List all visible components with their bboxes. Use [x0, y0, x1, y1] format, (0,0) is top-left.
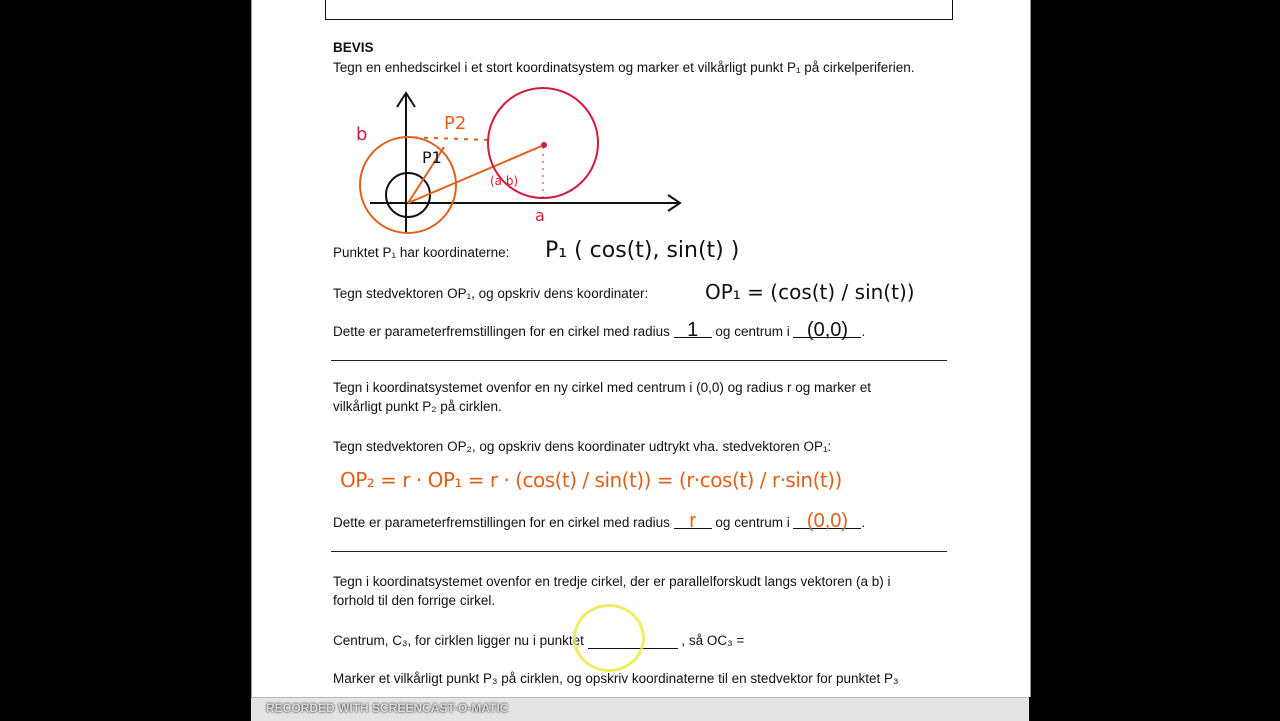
s3-center-text: Centrum, C₃, for cirklen ligger nu i punktet: [333, 633, 584, 648]
s1-param-line: Dette er parameterfremstillingen for en cirkel med radius 1 og centrum i (0,0) .: [333, 319, 866, 341]
divider: [331, 551, 947, 552]
intro-text: Tegn en enhedscirkel i et stort koordinatsystem og marker et vilkårligt punkt P₁ på cirkelperiferien.: [333, 60, 915, 75]
s2-center-blank: (0,0): [793, 514, 861, 529]
s1-coords-handwriting: P₁ ( cos(t), sin(t) ): [545, 238, 740, 263]
cursor-highlight: [573, 604, 645, 672]
divider: [331, 360, 947, 361]
s1-vector-text: Tegn stedvektoren OP₁, og opskriv dens koordinater:: [333, 286, 649, 301]
s1-radius-blank: 1: [674, 323, 712, 338]
s3-oc3-text: , så OC₃ =: [681, 633, 745, 648]
s2-vector-text: Tegn stedvektoren OP₂, og opskriv dens koordinater udtrykt vha. stedvektoren OP₁:: [333, 439, 832, 454]
s2-line2: vilkårligt punkt P₂ på cirklen.: [333, 399, 502, 414]
s1-center-blank: (0,0): [793, 323, 861, 338]
axes: [370, 93, 680, 233]
s2-radius-blank: r: [674, 514, 712, 529]
heading: BEVIS: [333, 40, 374, 55]
s3-line1: Tegn i koordinatsystemet ovenfor en tredje cirkel, der er parallelforskudt langs vektoren (a b) i: [333, 574, 891, 589]
label-ab: (a b): [490, 174, 519, 188]
s2-param-text: Dette er parameterfremstillingen for en cirkel med radius: [333, 515, 670, 530]
s2-param-line: Dette er parameterfremstillingen for en cirkel med radius r og centrum i (0,0) .: [333, 510, 866, 532]
s2-center-text: og centrum i: [715, 515, 790, 530]
previous-box: [325, 0, 953, 20]
s1-vector-handwriting: OP₁ = (cos(t) / sin(t)): [705, 280, 915, 304]
s3-line2: forhold til den forrige cirkel.: [333, 593, 496, 608]
s1-param-text: Dette er parameterfremstillingen for en cirkel med radius: [333, 324, 670, 339]
s3-center-line: [333, 633, 744, 649]
s3-line4: Marker et vilkårligt punkt P₃ på cirklen, og opskriv koordinaterne til en stedvektor for punktet P₃: [333, 671, 899, 686]
label-p1: P1: [422, 148, 442, 167]
s1-coords-text: Punktet P₁ har koordinaterne:: [333, 245, 510, 260]
diagram: [340, 85, 700, 235]
s1-center-text: og centrum i: [715, 324, 790, 339]
label-p2: P2: [444, 113, 467, 134]
label-b: b: [356, 124, 368, 145]
label-a: a: [535, 206, 545, 225]
watermark: RECORDED WITH SCREENCAST-O-MATIC: [266, 701, 509, 715]
s2-equation-handwriting: OP₂ = r · OP₁ = r · (cos(t) / sin(t)) = (r·cos(t) / r·sin(t)): [340, 468, 842, 492]
s2-line1: Tegn i koordinatsystemet ovenfor en ny cirkel med centrum i (0,0) og radius r og marker et: [333, 380, 871, 395]
